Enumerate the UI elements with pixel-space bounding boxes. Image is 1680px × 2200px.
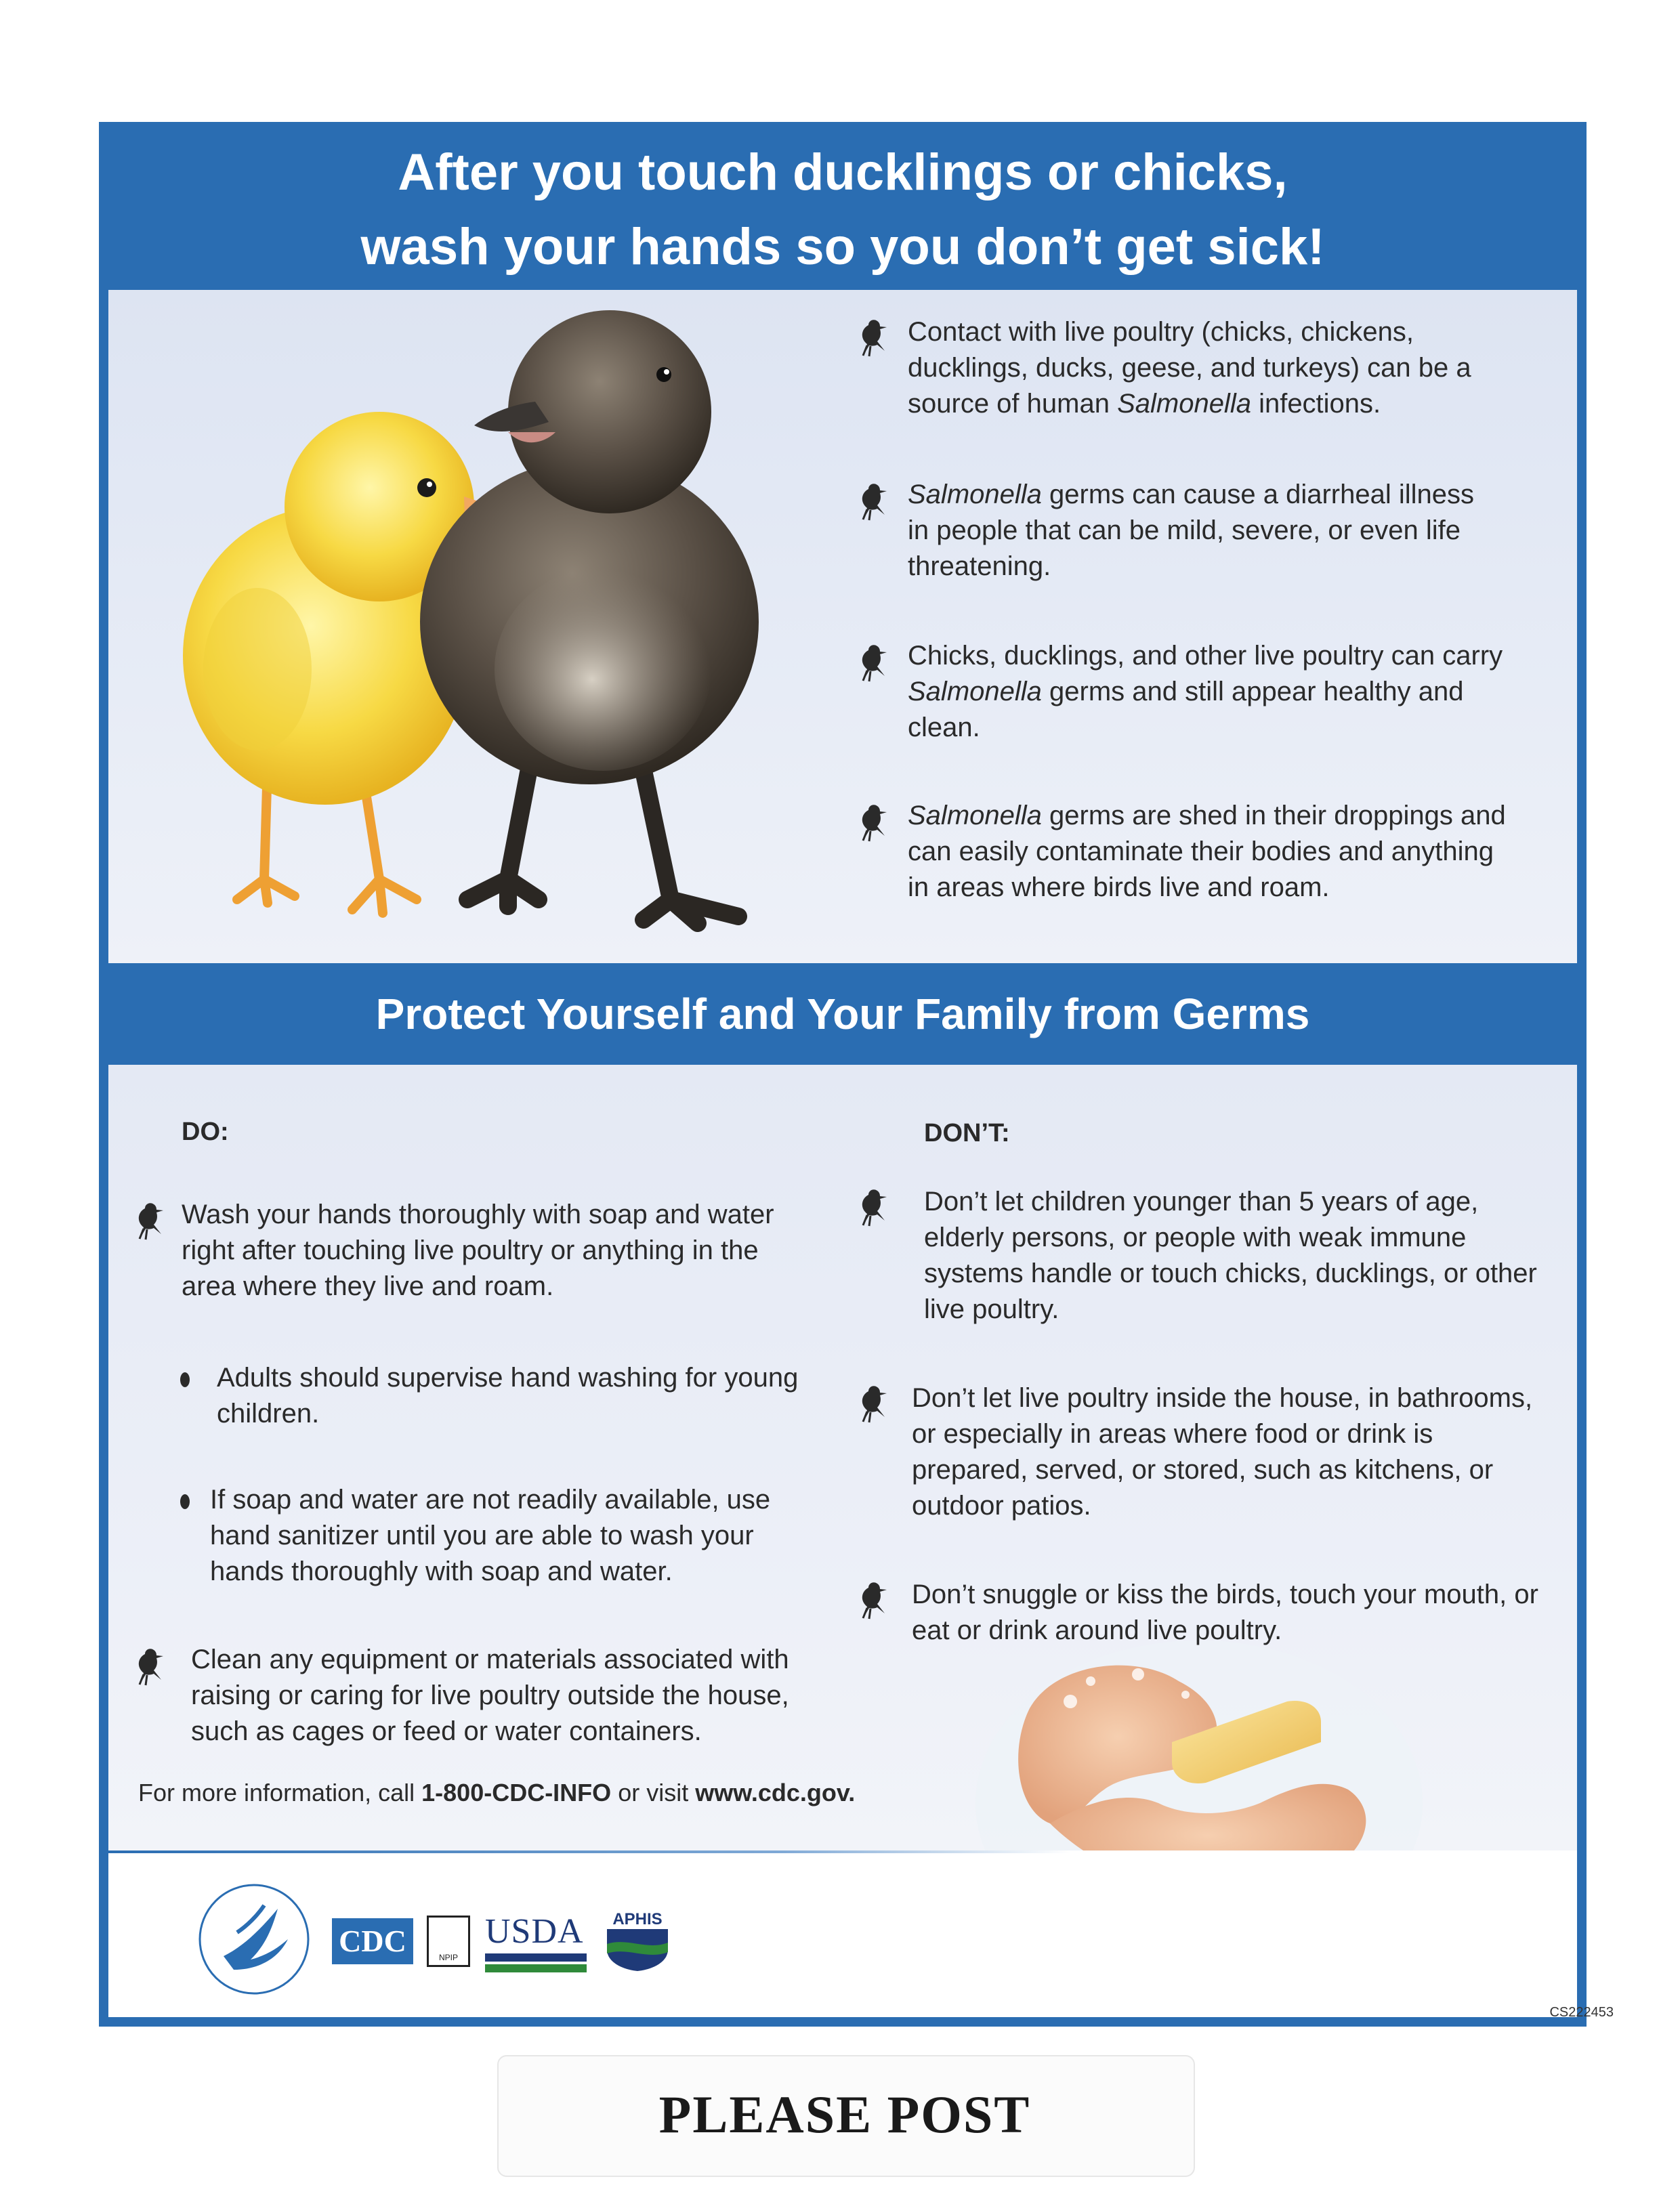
aphis-logo: APHIS bbox=[600, 1910, 675, 1975]
npip-logo: NPIP bbox=[427, 1916, 470, 1967]
do-item-wash-hands: Wash your hands thoroughly with soap and water right after touching live poultry or anything in the area where they live and roam. bbox=[182, 1200, 774, 1301]
bird-bullet-icon bbox=[858, 802, 889, 844]
cdc-logo: CDC bbox=[332, 1918, 413, 1964]
bird-bullet-icon bbox=[858, 481, 889, 523]
bird-bullet-icon bbox=[134, 1200, 165, 1242]
please-post-label: PLEASE POST bbox=[658, 2085, 1031, 2144]
fact-3: Chicks, ducklings, and other live poultry can carry Salmonella germs and still appear healthy and clean. bbox=[908, 641, 1503, 742]
dont-item-inside-house: Don’t let live poultry inside the house, in bathrooms, or especially in areas where food or drink is prepared, served, or stored, such as kitchens, or outdoor patios. bbox=[912, 1383, 1533, 1521]
dont-title: DON’T: bbox=[924, 1119, 1010, 1147]
dont-item-snuggle: Don’t snuggle or kiss the birds, touch your mouth, or eat or drink around live poultry. bbox=[912, 1580, 1538, 1645]
more-info-line: For more information, call 1-800-CDC-INFO or visit www.cdc.gov. bbox=[138, 1779, 856, 1806]
bird-bullet-icon bbox=[134, 1646, 165, 1688]
hhs-seal-logo bbox=[196, 1882, 312, 1997]
aphis-shield-icon bbox=[600, 1929, 675, 1971]
title-line-2: wash your hands so you don’t get sick! bbox=[360, 218, 1325, 276]
fact-2: Salmonella germs can cause a diarrheal illness in people that can be mild, severe, or even life threatening. bbox=[908, 480, 1474, 581]
page-title bbox=[99, 122, 1587, 290]
do-sub-hand-sanitizer: If soap and water are not readily available, use hand sanitizer until you are able to wash your hands thoroughly with soap and water. bbox=[210, 1485, 771, 1586]
bird-bullet-icon bbox=[858, 642, 889, 684]
section-title: Protect Yourself and Your Family from Germs bbox=[375, 990, 1310, 1038]
bird-bullet-icon bbox=[858, 1383, 889, 1425]
do-dont-panel bbox=[108, 1065, 1577, 1850]
bullet-dot bbox=[180, 1494, 190, 1509]
poster bbox=[99, 122, 1587, 2027]
do-item-clean-equipment: Clean any equipment or materials associated with raising or caring for live poultry outside the house, such as cages or feed or water containers. bbox=[191, 1645, 789, 1746]
document-code: CS222453 bbox=[1549, 2005, 1614, 2020]
fact-4: Salmonella germs are shed in their droppings and can easily contaminate their bodies and anything in areas where birds live and roam. bbox=[908, 801, 1506, 902]
chick-duckling-image bbox=[156, 303, 894, 954]
do-sub-adults-supervise: Adults should supervise hand washing for young children. bbox=[217, 1363, 799, 1429]
bird-bullet-icon bbox=[858, 1580, 889, 1622]
phone-number: 1-800-CDC-INFO bbox=[421, 1779, 612, 1806]
dont-item-children: Don’t let children younger than 5 years of age, elderly persons, or people with weak immune systems handle or touch chicks, ducklings, or other live poultry. bbox=[924, 1187, 1537, 1324]
bullet-dot bbox=[180, 1372, 190, 1387]
do-title: DO: bbox=[182, 1118, 229, 1146]
website-link[interactable]: www.cdc.gov. bbox=[695, 1779, 856, 1806]
logo-footer bbox=[108, 1850, 1577, 2017]
title-line-1: After you touch ducklings or chicks, bbox=[398, 144, 1288, 201]
footer-divider bbox=[108, 1850, 1070, 1853]
usda-logo: USDA bbox=[485, 1913, 587, 1974]
fact-1: Contact with live poultry (chicks, chickens, ducklings, ducks, geese, and turkeys) can be a source of human Salmonella infections. bbox=[908, 317, 1471, 419]
bird-bullet-icon bbox=[858, 1187, 889, 1229]
bird-bullet-icon bbox=[858, 317, 889, 359]
facts-panel bbox=[108, 290, 1577, 963]
